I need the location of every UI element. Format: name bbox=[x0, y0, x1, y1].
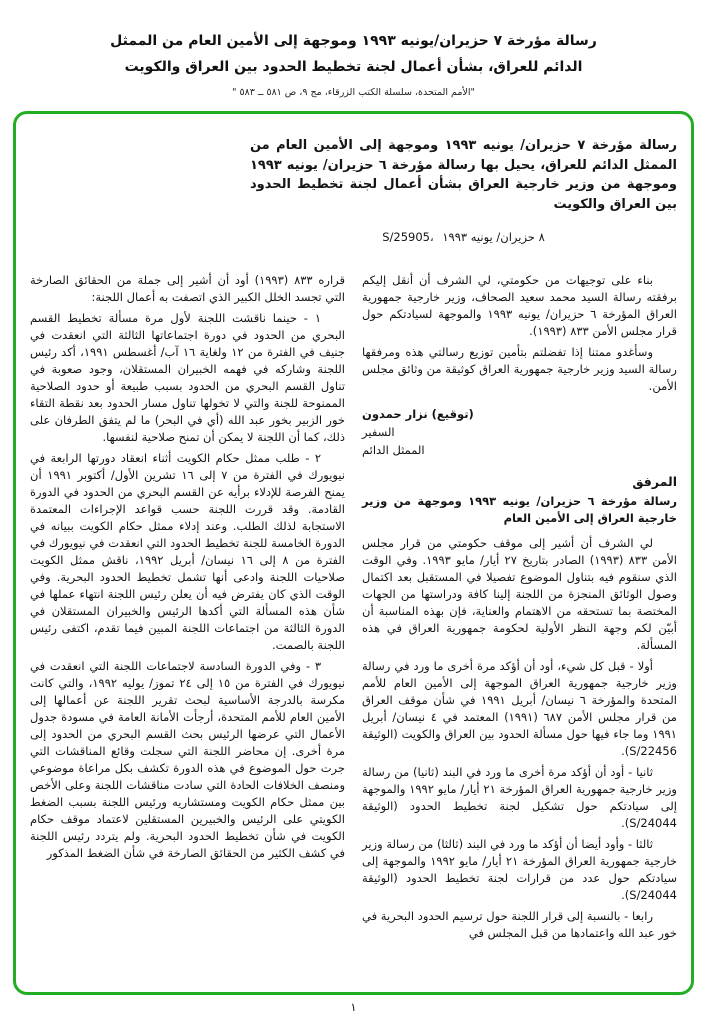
annex-paragraph: ٣ - وفي الدورة السادسة لاجتماعات اللجنة التي انعقدت في نيويورك في الفترة من ١٥ إلى ٢٤ تموز/ يوليه ١٩٩٢، والتي كانت مكرسة بالدرجة الأساسية لبحث تقرير اللجنة عن أعمالها إلى الأمين العام للأمم المتحدة، أرجأت الأمانة العامة في مسودة جدول الأعمال التي عرضها الرئيس بحث القسم البحري من الحدود إلى مرة أخرى. إن محاضر اللجنة التي سجلت وقائع المناقشات التي جرت حول الموضوع في هذه الدورة تكشف بكل مراعاة موضوعي ومنصف الخلافات الحادة التي سادت مناقشات اللجنة وعلى الأخص بين ممثل حكام الكويت ومستشاريه ورئيس اللجنة بسبب الضغط الكويتي على الرئيس والخبيرين المستقلين لاعتماد موقف حكام الكويت في شأن تخطيط الحدود البحرية. ولم يتردد رئيس اللجنة في كشف الكثير من الحقائق الصارخة في شأن الضغط المذكور bbox=[30, 659, 345, 860]
annex-paragraph: ثالثا - وأود أيضا أن أؤكد ما ورد في البند (ثالثا) من رسالة وزير خارجية جمهورية العراق المؤرخة ٢١ أيار/ مايو ١٩٩٢ والموجهة إلى سيادتكم حول عدد من قرارات لجنة تخطيط الحدود (الوثيقة S/24044). bbox=[362, 837, 678, 902]
letter-title: رسالة مؤرخة ٧ حزيران/ يونيه ١٩٩٣ وموجهة إلى الأمين العام من الممثل الدائم للعراق، يحيل بها رسالة مؤرخة ٦ حزيران/ يونيه ١٩٩٣ وموجهة من وزير خارجية العراق بشأن أعمال لجنة تخطيط الحدود بين العراق والكويت bbox=[249, 138, 677, 212]
annex-paragraph: رابعا - بالنسبة إلى قرار اللجنة حول ترسيم الحدود البحرية في خور عبد الله واعتمادها من قبل المجلس في bbox=[362, 909, 677, 940]
document-frame bbox=[13, 111, 694, 995]
document-symbol: S/25905، bbox=[382, 230, 434, 244]
header-title-line2: الدائم للعراق، بشأن أعمال لجنة تخطيط الحدود بين العراق والكويت bbox=[124, 59, 583, 75]
page-header bbox=[0, 28, 707, 98]
source-citation: "الأمم المتحدة، سلسلة الكتب الزرقاء، مج ٩، ص ٥٨١ ــ ٥٨٣ " bbox=[232, 87, 475, 98]
letter-paragraph: بناء على توجيهات من حكومتي، لي الشرف أن أنقل إليكم برفقته رسالة السيد محمد سعيد الصحاف، وزير خارجية جمهورية العراق المؤرخة ٦ حزيران/ يونيه ١٩٩٣ والموجهة لسيادتكم حول قرار مجلس الأمن ٨٣٣ (١٩٩٣). bbox=[362, 273, 677, 338]
signature-name: (توقيع) نزار حمدون bbox=[362, 407, 474, 421]
page-number: ١ bbox=[350, 1000, 357, 1014]
annex-paragraph: ثانيا - أود أن أؤكد مرة أخرى ما ورد في البند (ثانيا) من رسالة وزير خارجية جمهورية العراق المؤرخة ٢١ أيار/ مايو ١٩٩٢ والموجهة إلى سيادتكم حول تشكيل لجنة تخطيط الحدود (الوثيقة S/24044). bbox=[362, 765, 677, 830]
document-reference bbox=[250, 230, 677, 244]
annex-paragraph: ١ - حينما ناقشت اللجنة لأول مرة مسألة تخطيط القسم البحري من الحدود في دورة اجتماعاتها الثالثة التي انعقدت في جنيف في الفترة من ١٢ ولغاية ١٦ آب/ أغسطس ١٩٩١، أكد رئيس اللجنة وشاركه في فهمه الخبيران المستقلان، وجود صعوبة في تناول القسم البحري من الحدود بسبب طبيعة أو حدود الصلاحية الممنوحة للجنة والتي لا تخولها تناول مسار الحدود بعد نقطة التقاء خور الزبير بخور عبد الله (أي في البحر) ما لم يتفق الطرفان على ذلك، كما أن اللجنة لا يمكن أن تمنح صلاحية لنفسها. bbox=[30, 311, 345, 444]
column-right bbox=[362, 268, 677, 946]
column-left bbox=[30, 268, 345, 946]
header-title-line1: رسالة مؤرخة ٧ حزيران/يونيه ١٩٩٣ وموجهة إلى الأمين العام من الممثل bbox=[110, 33, 597, 49]
annex-paragraph: أولا - قبل كل شيء، أود أن أؤكد مرة أخرى ما ورد في رسالة وزير خارجية جمهورية العراق الموجهة إلى الأمين العام للأمم المتحدة والمؤرخة ٦ نيسان/ أبريل ١٩٩١ في شأن موقف العراق من قرار مجلس الأمن ٦٨٧ (١٩٩١) المعتمد في ٤ نيسان/ أبريل ١٩٩١ وما جاء فيها حول مسألة الحدود بين العراق والكويت (الوثيقة S/22456). bbox=[362, 659, 677, 758]
signature-role-ambassador: السفير bbox=[362, 425, 395, 439]
annex-heading: المرفق bbox=[632, 474, 677, 489]
signature-block bbox=[362, 405, 677, 459]
signature-role-permanent-representative: الممثل الدائم bbox=[362, 443, 425, 457]
annex-paragraph: ٢ - طلب ممثل حكام الكويت أثناء انعقاد دورتها الرابعة في نيويورك في الفترة من ٧ إلى ١٦ تشرين الأول/ أكتوبر ١٩٩١ أن يمنح الفرصة للإدلاء برأيه عن القسم البحري من الحدود في الدورة القادمة. وقد قررت اللجنة حسب قواعد الإجراءات المعتمدة الاستجابة لذلك الطلب. وعند إدلاء ممثل حكام الكويت ببيانه في الدورة الخامسة للجنة تخطيط الحدود التي انعقدت في نيويورك في الفترة من ٨ إلى ١٦ نيسان/ أبريل ١٩٩٢، ناقش ممثل الكويت صلاحيات اللجنة وادعى أنها تشمل تخطيط الحدود البحرية. وفي الوقت الذي كان يفترض فيه أن يعلن رئيس اللجنة انتهاء عملها في شأن هذه المسألة التي أكدها الرئيس والخبيران المستقلان في الدورة الثالثة من اجتماعات اللجنة المبين فيما تقدم، اكتفى رئيس اللجنة بالصمت. bbox=[30, 451, 346, 652]
annex-title: رسالة مؤرخة ٦ حزيران/ يونيه ١٩٩٣ وموجهة من وزير خارجية العراق إلى الأمين العام bbox=[362, 494, 678, 525]
annex-paragraph: قراره ٨٣٣ (١٩٩٣) أود أن أشير إلى جملة من الحقائق الصارخة التي تجسد الخلل الكبير الذي اتصفت به أعمال اللجنة: bbox=[30, 273, 345, 304]
document-date: ٨ حزيران/ يونيه ١٩٩٣ bbox=[442, 230, 545, 244]
text-columns bbox=[30, 268, 677, 946]
letter-paragraph: وسأغدو ممتنا إذا تفضلتم بتأمين توزيع رسالتي هذه ومرفقها رسالة السيد وزير خارجية جمهورية العراق كوثيقة من وثائق مجلس الأمن. bbox=[362, 345, 677, 393]
annex-paragraph: لي الشرف أن أشير إلى موقف حكومتي من قرار مجلس الأمن ٨٣٣ (١٩٩٣) الصادر بتاريخ ٢٧ أيار/ مايو ١٩٩٣. وفي الوقت الذي سنقوم فيه بتناول الموضوع تفصيلا في المستقبل بعد اكتمال وصول الوثائق المنجزة من اللجنة إلينا كافة ودراستها من الجهات المختصة بما تستحقه من الاهتمام والعناية، فإن بهذه المناسبة أن أبيّن لكم وجهة النظر الأولية لحكومة جمهورية العراق في هذه المسألة. bbox=[362, 536, 677, 652]
